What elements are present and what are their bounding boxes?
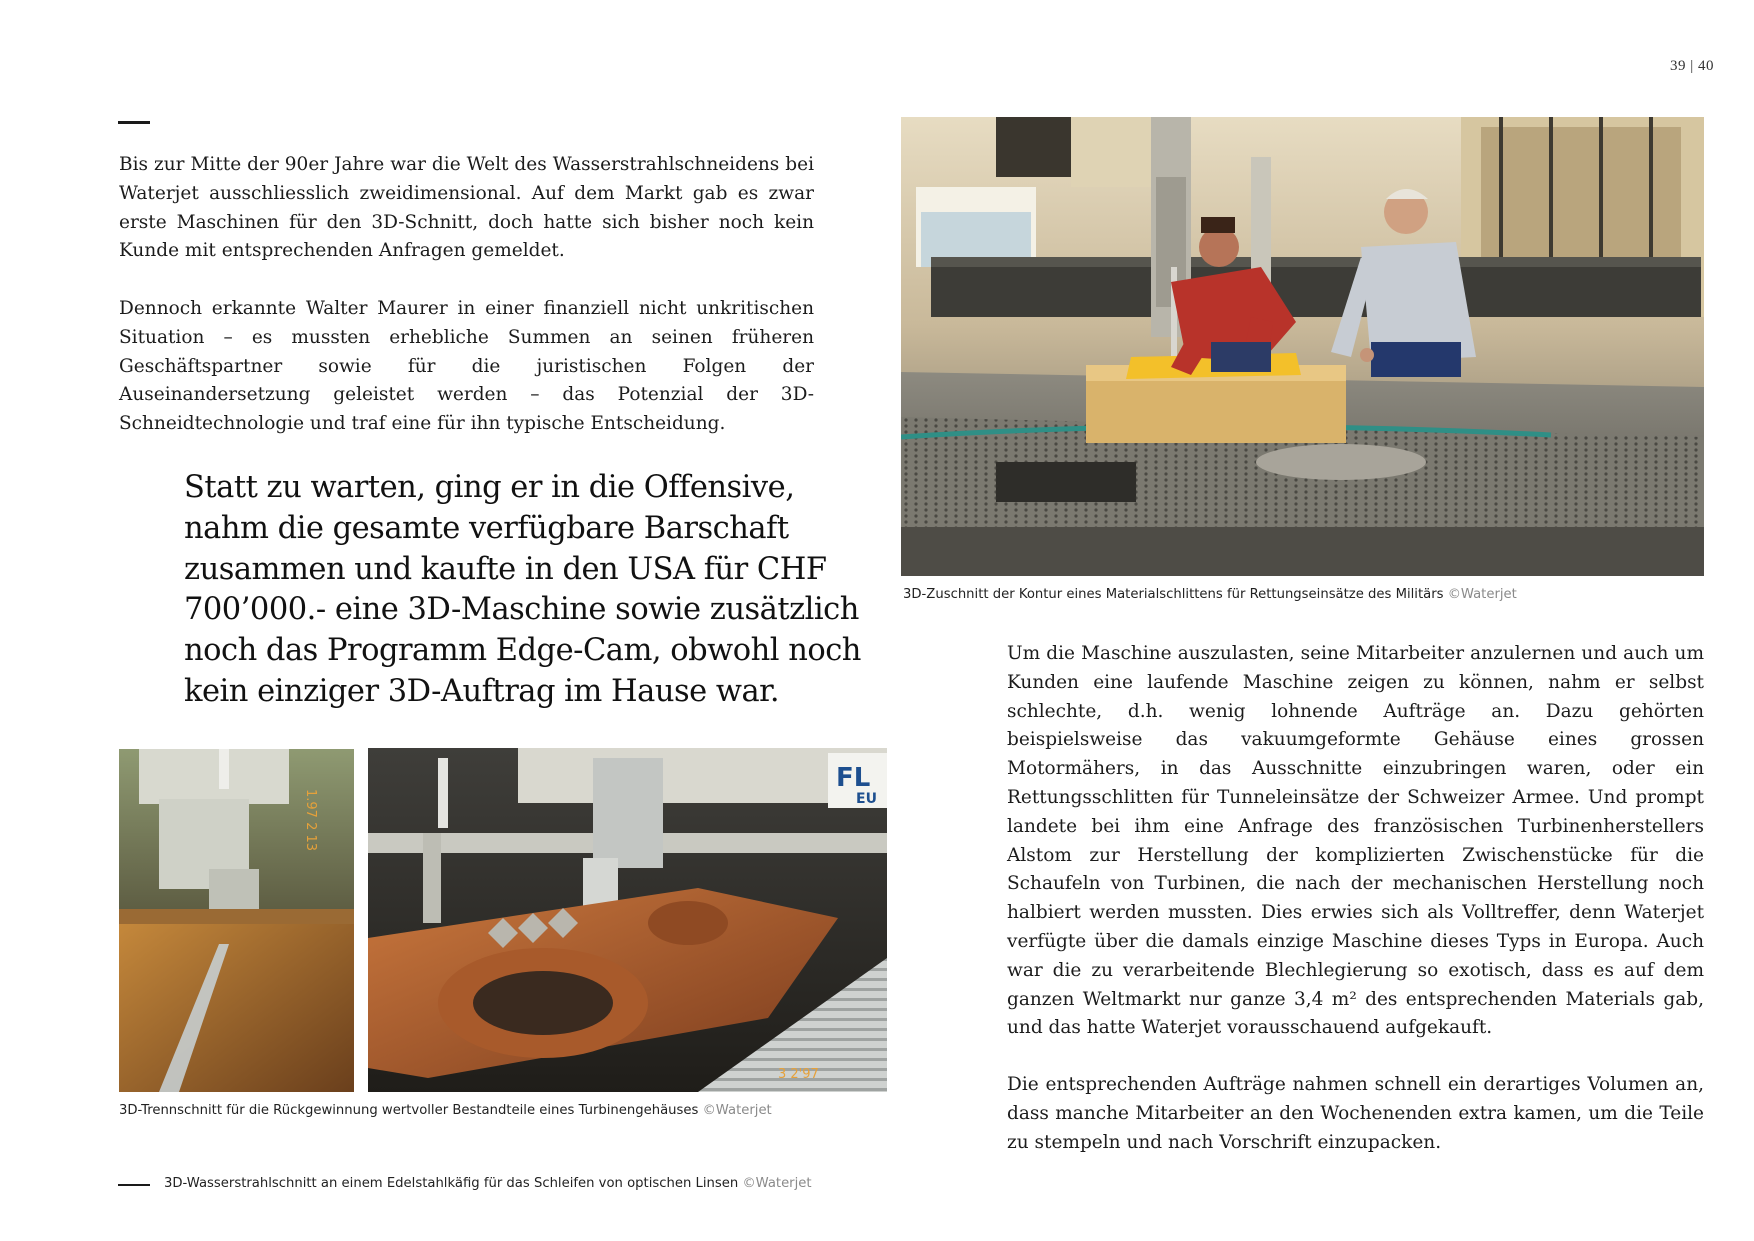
caption-bottom-note <box>164 1175 812 1193</box>
photo-date-stamp-wide: 3 2'97 <box>778 1067 819 1082</box>
caption-left-text: 3D-Trennschnitt für die Rückgewinnung wertvoller Bestandteile eines Turbinengehäuses <box>119 1103 699 1118</box>
paragraph-decision: Dennoch erkannte Walter Maurer in einer finanziell nicht unkritischen Situation – es mussten erhebliche Summen an seinen früheren Geschäftspartner sowie für die juristischen Folgen der Auseinandersetzung geleistet werden – das Potenzial der 3D-Schneidtechnologie und traf eine für ihn typische Entscheidung. <box>119 298 814 435</box>
caption-left-credit: ©Waterjet <box>702 1103 772 1118</box>
caption-main-photo <box>903 586 1517 604</box>
caption-left-photos <box>119 1102 772 1120</box>
photo-turbine-housing <box>368 748 887 1092</box>
section-rule-top <box>118 121 150 124</box>
photo-date-stamp-small: 1.97 2 13 <box>303 789 318 852</box>
page-number: 39 | 40 <box>1669 58 1714 74</box>
caption-bottom-text: 3D-Wasserstrahlschnitt an einem Edelstahlkäfig für das Schleifen von optischen Linsen <box>164 1176 739 1191</box>
section-rule-bottom <box>118 1184 150 1186</box>
photo-nozzle-cutting <box>119 749 354 1092</box>
paragraph-alstom: Um die Maschine auszulasten, seine Mitarbeiter anzulernen und auch um Kunden eine laufende Maschine zeigen zu können, nahm er selbst schlechte, d.h. wenig lohnende Aufträge an. Dazu gehörten beispielsweise das vakuumgeformte Gehäuse eines grossen Motormähers, in das Ausschnitte einzubringen waren, oder ein Rettungsschlitten für Tunneleinsätze der Schweizer Armee. Und prompt landete bei ihm eine Anfrage des französischen Turbinenherstellers Alstom zur Herstellung der komplizierten Zwischenstücke für die Schaufeln von Turbinen, die nach der mechanischen Herstellung noch halbiert werden mussten. Dies erwies sich als Volltreffer, denn Waterjet verfügte über die damals einzige Maschine dieses Typs in Europa. Auch war die zu verarbeitende Blechlegierung so exotisch, dass es auf dem ganzen Weltmarkt nur ganze 3,4 m² des entsprechenden Materials gab, und das hatte Waterjet vorausschauend aufgekauft. <box>1007 643 1704 1039</box>
photo-waterjet-rescue-sled <box>901 117 1704 576</box>
pull-quote: Statt zu warten, ging er in die Offensive, nahm die gesamte verfügbare Barschaft zusammen und kaufte in den USA für CHF 700’000.- eine 3D-Maschine sowie zusätzlich noch das Programm Edge-Cam, obwohl noch kein einziger 3D-Auftrag im Hause war. <box>184 470 861 709</box>
photo-brand-flow: FL <box>836 763 871 793</box>
paragraph-intro: Bis zur Mitte der 90er Jahre war die Welt des Wasserstrahlschneidens bei Waterjet ausschliesslich zweidimensional. Auf dem Markt gab es zwar erste Maschinen für den 3D-Schnitt, doch hatte sich bisher noch kein Kunde mit entsprechenden Anfragen gemeldet. <box>119 154 814 262</box>
caption-main-credit: ©Waterjet <box>1447 587 1517 602</box>
caption-main-text: 3D-Zuschnitt der Kontur eines Materialschlittens für Rettungseinsätze des Militärs <box>903 587 1444 602</box>
paragraph-volume: Die entsprechenden Aufträge nahmen schnell ein derartiges Volumen an, dass manche Mitarbeiter an den Wochenenden extra kamen, um die Teile zu stempeln und nach Vorschrift einzupacken. <box>1007 1074 1704 1153</box>
photo-brand-eu: EU <box>856 791 877 807</box>
caption-bottom-credit: ©Waterjet <box>742 1176 812 1191</box>
